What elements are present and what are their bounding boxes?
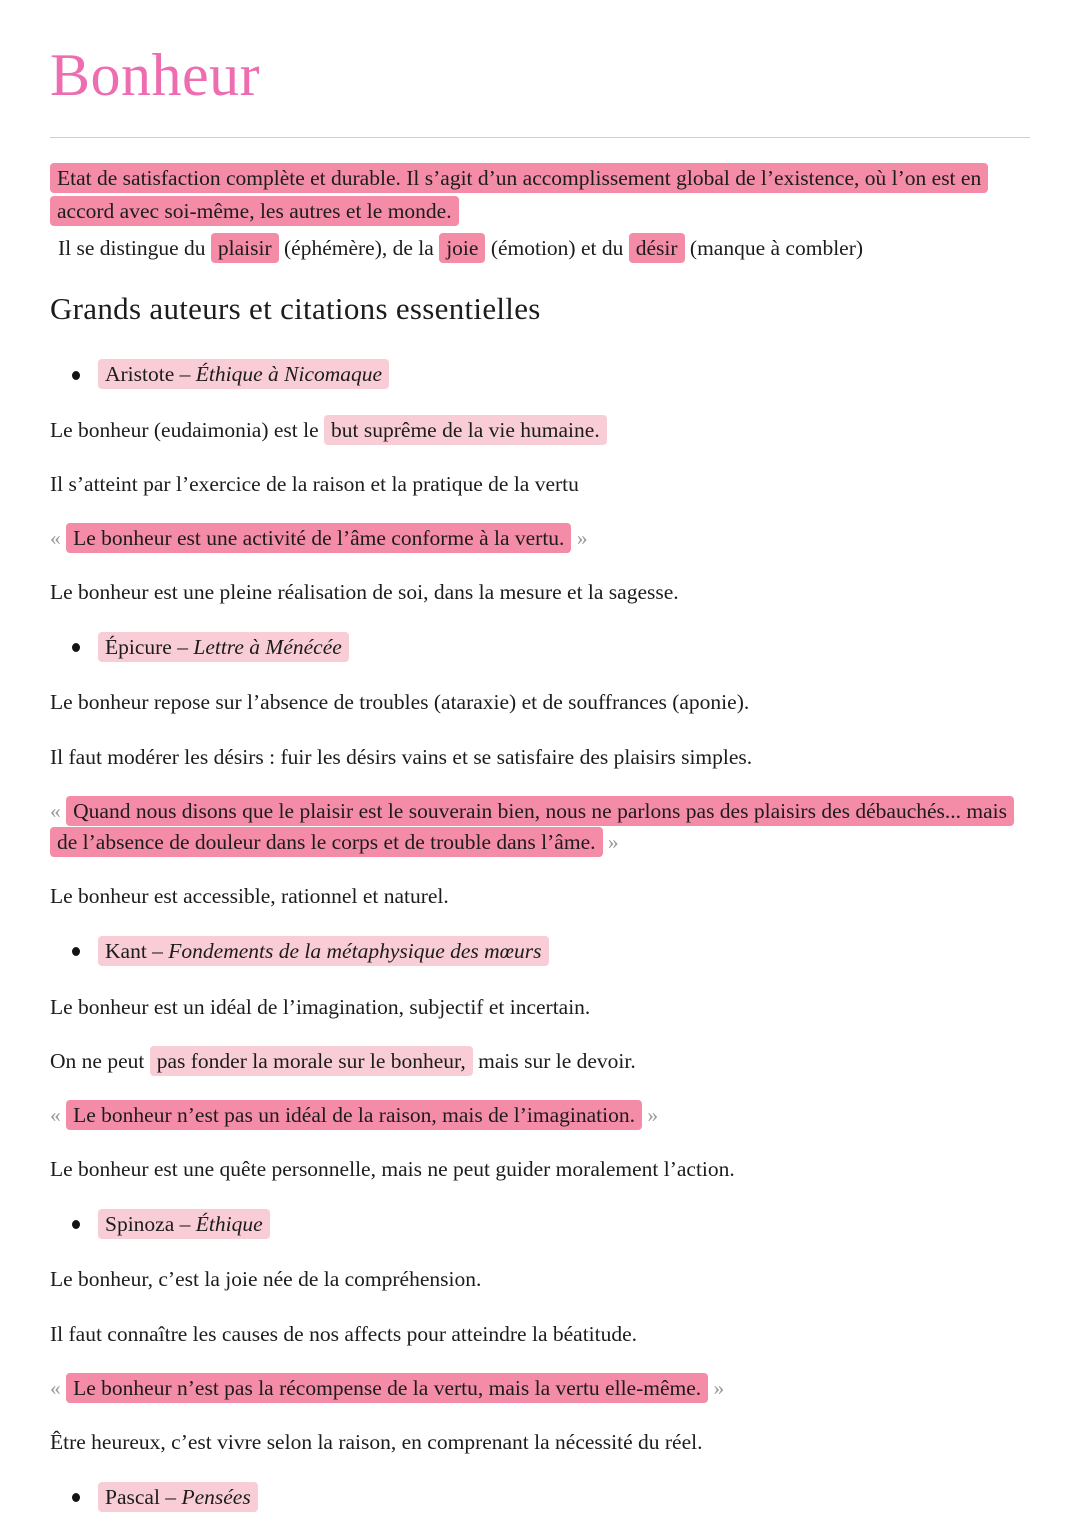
author-bullet: [50, 1482, 1030, 1513]
author-bullet: [50, 632, 1030, 663]
highlight-segment: [98, 1209, 270, 1239]
quote-paragraph: [50, 523, 1030, 554]
text-segment: (émotion) et du: [485, 235, 629, 260]
text-segment: Il s’atteint par l’exercice de la raison et la pratique de la vertu: [50, 471, 579, 496]
text-segment: Le bonheur est une quête personnelle, mais ne peut guider moralement l’action.: [50, 1157, 735, 1182]
bullet-dot-icon: [72, 1220, 80, 1229]
text-segment: Le bonheur n’est pas un idéal de la raison, mais de l’imagination.: [73, 1102, 635, 1127]
text-segment: Le bonheur est un idéal de l’imagination, subjectif et incertain.: [50, 994, 591, 1019]
quote-mark: «: [50, 1102, 67, 1127]
highlight-segment: [50, 796, 1014, 857]
highlight-segment: [629, 233, 685, 263]
highlight-segment: [50, 163, 988, 226]
page-title: Bonheur: [50, 42, 261, 108]
highlight-segment: [98, 632, 349, 662]
highlight-segment: [66, 1100, 642, 1130]
bullet-dot-icon: [72, 947, 80, 956]
text-segment: but suprême de la vie humaine.: [331, 417, 600, 442]
highlight-segment: [66, 523, 571, 553]
paragraph: [50, 742, 1030, 773]
paragraph: [50, 1154, 1030, 1185]
paragraph: [50, 687, 1030, 718]
text-segment: Quand nous disons que le plaisir est le souverain bien, nous ne parlons pas des plaisirs des débauchés... mais de l’absence de douleur dans le corps et de trouble dans l’âme.: [57, 798, 1007, 854]
paragraph: [50, 1319, 1030, 1350]
text-segment: pas fonder la morale sur le bonheur,: [156, 1048, 466, 1073]
text-segment: Le bonheur (eudaimonia) est le: [50, 417, 325, 442]
paragraph: [50, 1046, 1030, 1077]
text-segment: mais sur le devoir.: [472, 1048, 636, 1073]
bullet-dot-icon: [72, 643, 80, 652]
paragraph: [50, 881, 1030, 912]
text-segment: On ne peut: [50, 1048, 150, 1073]
work-title: Éthique à Nicomaque: [195, 362, 383, 387]
text-segment: Aristote –: [105, 362, 196, 387]
author-bullet-text: [98, 1209, 270, 1240]
quote-paragraph: [50, 796, 1030, 858]
highlight-segment: [439, 233, 485, 263]
paragraph: [50, 162, 1030, 229]
quote-mark: »: [571, 525, 588, 550]
highlight-segment: [98, 1482, 258, 1512]
bullet-dot-icon: [72, 1493, 80, 1502]
quote-mark: »: [641, 1102, 659, 1127]
text-segment: Spinoza –: [105, 1212, 196, 1237]
text-segment: plaisir: [217, 235, 272, 260]
paragraph: [50, 1264, 1030, 1295]
text-segment: Kant –: [105, 939, 169, 964]
author-bullet: [50, 936, 1030, 967]
paragraph: [50, 1427, 1030, 1458]
text-segment: Le bonheur, c’est la joie née de la compréhension.: [50, 1267, 482, 1292]
author-bullet-text: [98, 1482, 258, 1513]
quote-paragraph: [50, 1100, 1030, 1131]
work-title: Lettre à Ménécée: [193, 635, 342, 660]
highlight-segment: [211, 233, 279, 263]
text-segment: Le bonheur repose sur l’absence de troubles (ataraxie) et de souffrances (aponie).: [50, 690, 750, 715]
highlight-segment: [150, 1046, 473, 1076]
highlight-segment: [66, 1373, 708, 1403]
paragraph: [50, 577, 1030, 608]
text-segment: Le bonheur est une pleine réalisation de soi, dans la mesure et la sagesse.: [50, 580, 679, 605]
author-bullet-text: [98, 936, 549, 967]
highlight-segment: [98, 359, 389, 389]
quote-mark: »: [602, 829, 619, 854]
paragraph: [50, 469, 1030, 500]
section-heading: Grands auteurs et citations essentielles: [50, 290, 541, 326]
highlight-segment: [324, 415, 607, 445]
paragraph: [50, 415, 1030, 446]
text-segment: Le bonheur est accessible, rationnel et naturel.: [50, 884, 449, 909]
title-divider: [50, 137, 1030, 138]
quote-paragraph: [50, 1373, 1030, 1404]
text-segment: (éphémère), de la: [278, 235, 440, 260]
text-segment: Le bonheur est une activité de l’âme conforme à la vertu.: [73, 525, 565, 550]
paragraph: [50, 992, 1030, 1023]
author-bullet: [50, 359, 1030, 390]
quote-mark: «: [50, 1375, 67, 1400]
bullet-dot-icon: [72, 371, 80, 380]
text-segment: Il faut connaître les causes de nos affects pour atteindre la béatitude.: [50, 1321, 638, 1346]
author-bullet: [50, 1209, 1030, 1240]
text-segment: Épicure –: [105, 635, 194, 660]
text-segment: Il faut modérer les désirs : fuir les désirs vains et se satisfaire des plaisirs simples.: [50, 744, 753, 769]
quote-mark: »: [708, 1375, 725, 1400]
text-segment: désir: [635, 235, 678, 260]
text-segment: Pascal –: [105, 1485, 182, 1510]
work-title: Pensées: [181, 1485, 251, 1510]
paragraph: [50, 233, 1030, 264]
text-segment: Etat de satisfaction complète et durable. Il s’agit d’un accomplissement global de l’existence, où l’on est en accord avec soi-même, les autres et le monde.: [57, 166, 982, 224]
text-segment: (manque à combler): [684, 235, 864, 260]
work-title: Éthique: [195, 1212, 263, 1237]
quote-mark: «: [50, 798, 67, 823]
text-segment: Le bonheur n’est pas la récompense de la vertu, mais la vertu elle-même.: [73, 1375, 702, 1400]
quote-mark: «: [50, 525, 67, 550]
text-segment: Il se distingue du: [58, 235, 211, 260]
author-bullet-text: [98, 359, 389, 390]
text-segment: Être heureux, c’est vivre selon la raison, en comprenant la nécessité du réel.: [50, 1429, 703, 1454]
text-segment: joie: [446, 235, 479, 260]
content-blocks: [50, 162, 1030, 1513]
author-bullet-text: [98, 632, 349, 663]
work-title: Fondements de la métaphysique des mœurs: [168, 939, 542, 964]
highlight-segment: [98, 936, 549, 966]
